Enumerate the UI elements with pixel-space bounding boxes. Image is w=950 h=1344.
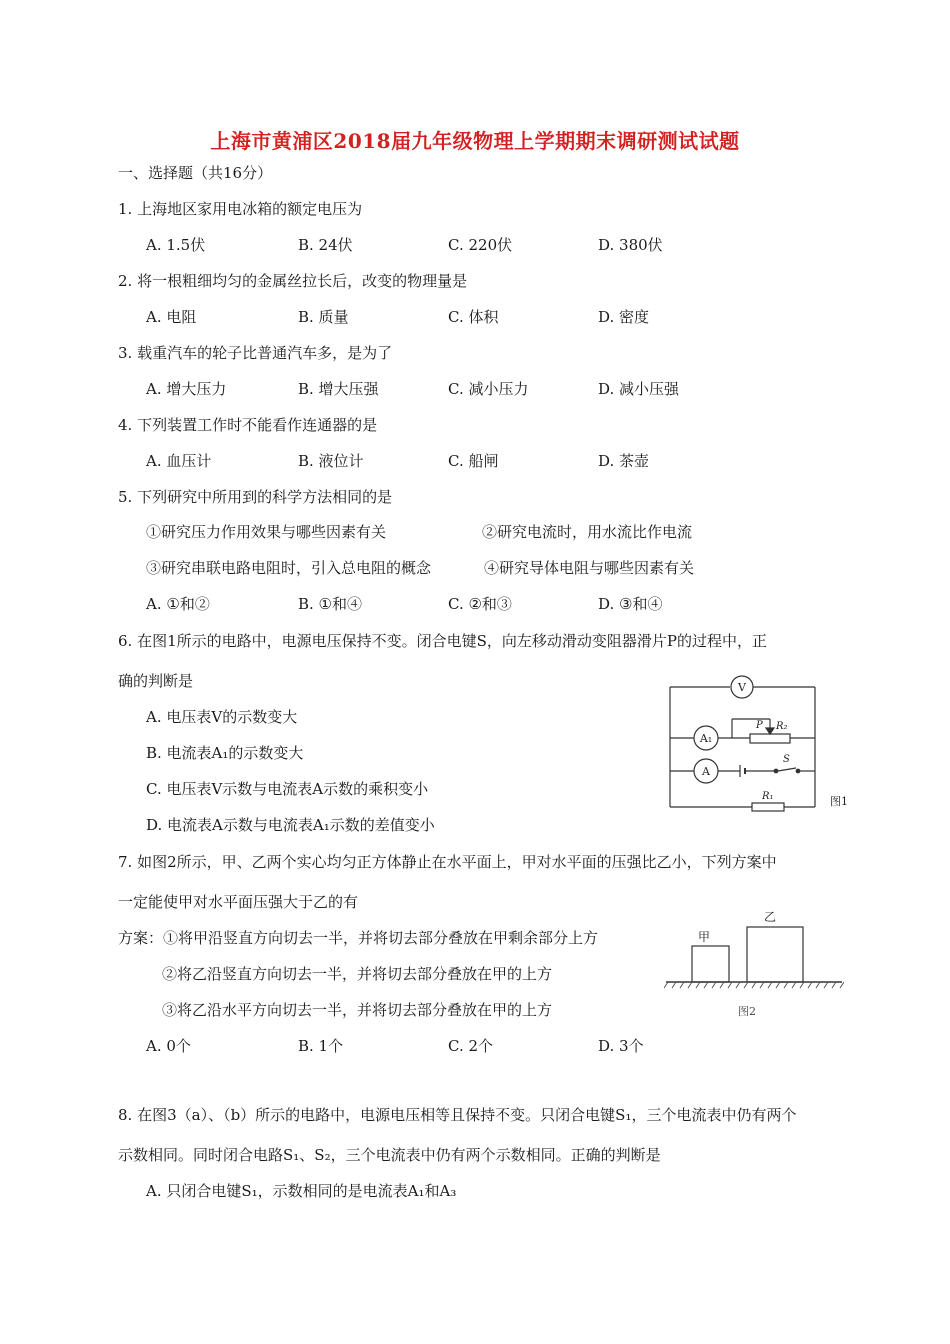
q5-item-2: ②研究电流时，用水流比作电流 — [482, 523, 693, 541]
question-4-stem: 4. 下列装置工作时不能看作连通器的是 — [118, 416, 378, 434]
ammeter1-label: A₁ — [699, 732, 713, 745]
q4-option-d: D. 茶壶 — [598, 452, 650, 470]
ammeter-label: A — [702, 765, 710, 778]
q5-option-b: B. ①和④ — [298, 595, 363, 613]
voltmeter-label: V — [738, 681, 746, 694]
q6-option-d: D. 电流表A示数与电流表A₁示数的差值变小 — [146, 816, 435, 834]
q7-plan-3: ③将乙沿水平方向切去一半，并将切去部分叠放在甲的上方 — [162, 1001, 553, 1019]
q2-option-d: D. 密度 — [598, 308, 650, 326]
q4-option-c: C. 船闸 — [448, 452, 499, 470]
page-title: 上海市黄浦区2018届九年级物理上学期期末调研测试试题 — [210, 129, 740, 153]
q5-option-c: C. ②和③ — [448, 595, 512, 613]
q3-option-a: A. 增大压力 — [146, 380, 227, 398]
question-2-stem: 2. 将一根粗细均匀的金属丝拉长后，改变的物理量是 — [118, 272, 468, 290]
q4-option-b: B. 液位计 — [298, 452, 364, 470]
switch-label: S — [783, 754, 790, 765]
figure-1-circuit — [662, 672, 862, 814]
figure-1-caption: 图1 — [830, 795, 848, 808]
q7-plan-1: 方案：①将甲沿竖直方向切去一半，并将切去部分叠放在甲剩余部分上方 — [118, 929, 599, 947]
q6-option-b: B. 电流表A₁的示数变大 — [146, 744, 304, 762]
q1-option-c: C. 220伏 — [448, 236, 513, 254]
question-6-stem: 6. 在图1所示的电路中，电源电压保持不变。闭合电键S，向左移动滑动变阻器滑片P的过程中，正 — [118, 632, 767, 650]
q3-option-d: D. 减小压强 — [598, 380, 680, 398]
q2-option-a: A. 电阻 — [146, 308, 197, 326]
q5-option-d: D. ③和④ — [598, 595, 663, 613]
cube-a-label: 甲 — [698, 930, 711, 944]
question-7-stem: 7. 如图2所示，甲、乙两个实心均匀正方体静止在水平面上，甲对水平面的压强比乙小，下列方案中 — [118, 853, 777, 871]
q6-option-c: C. 电压表V示数与电流表A示数的乘积变小 — [146, 780, 429, 798]
q6-option-a: A. 电压表V的示数变大 — [146, 708, 298, 726]
q1-option-b: B. 24伏 — [298, 236, 353, 254]
section-heading: 一、选择题（共16分） — [118, 164, 273, 182]
q5-item-4: ④研究导体电阻与哪些因素有关 — [484, 559, 695, 577]
q7-plan-2: ②将乙沿竖直方向切去一半，并将切去部分叠放在甲的上方 — [162, 965, 553, 983]
figure-2-caption: 图2 — [738, 1005, 756, 1018]
question-5-stem: 5. 下列研究中所用到的科学方法相同的是 — [118, 488, 393, 506]
question-3-stem: 3. 载重汽车的轮子比普通汽车多，是为了 — [118, 344, 393, 362]
q2-option-b: B. 质量 — [298, 308, 349, 326]
q3-option-b: B. 增大压强 — [298, 380, 379, 398]
q1-option-d: D. 380伏 — [598, 236, 663, 254]
q5-option-a: A. ①和② — [146, 595, 210, 613]
q2-option-c: C. 体积 — [448, 308, 499, 326]
q5-item-1: ①研究压力作用效果与哪些因素有关 — [146, 523, 387, 541]
question-8-stem: 8. 在图3（a）、（b）所示的电路中，电源电压相等且保持不变。只闭合电键S₁，三个电流表中仍有两个 — [118, 1106, 797, 1124]
q7-option-d: D. 3个 — [598, 1037, 644, 1055]
r2-label: R₂ — [776, 721, 788, 732]
q7-option-c: C. 2个 — [448, 1037, 494, 1055]
r1-label: R₁ — [762, 791, 774, 802]
q8-option-a: A. 只闭合电键S₁，示数相同的是电流表A₁和A₃ — [146, 1182, 457, 1200]
q1-option-a: A. 1.5伏 — [146, 236, 206, 254]
q4-option-a: A. 血压计 — [146, 452, 212, 470]
question-7-stem-cont: 一定能使甲对水平面压强大于乙的有 — [118, 893, 359, 911]
question-8-stem-cont: 示数相同。同时闭合电路S₁、S₂，三个电流表中仍有两个示数相同。正确的判断是 — [118, 1146, 661, 1164]
q3-option-c: C. 减小压力 — [448, 380, 529, 398]
q7-option-b: B. 1个 — [298, 1037, 344, 1055]
figure-2-cubes — [664, 904, 844, 1020]
question-6-stem-cont: 确的判断是 — [118, 672, 194, 690]
slider-label: P — [756, 720, 763, 731]
q5-item-3: ③研究串联电路电阻时，引入总电阻的概念 — [146, 559, 432, 577]
question-1-stem: 1. 上海地区家用电冰箱的额定电压为 — [118, 200, 363, 218]
cube-b-label: 乙 — [764, 910, 777, 924]
q7-option-a: A. 0个 — [146, 1037, 191, 1055]
